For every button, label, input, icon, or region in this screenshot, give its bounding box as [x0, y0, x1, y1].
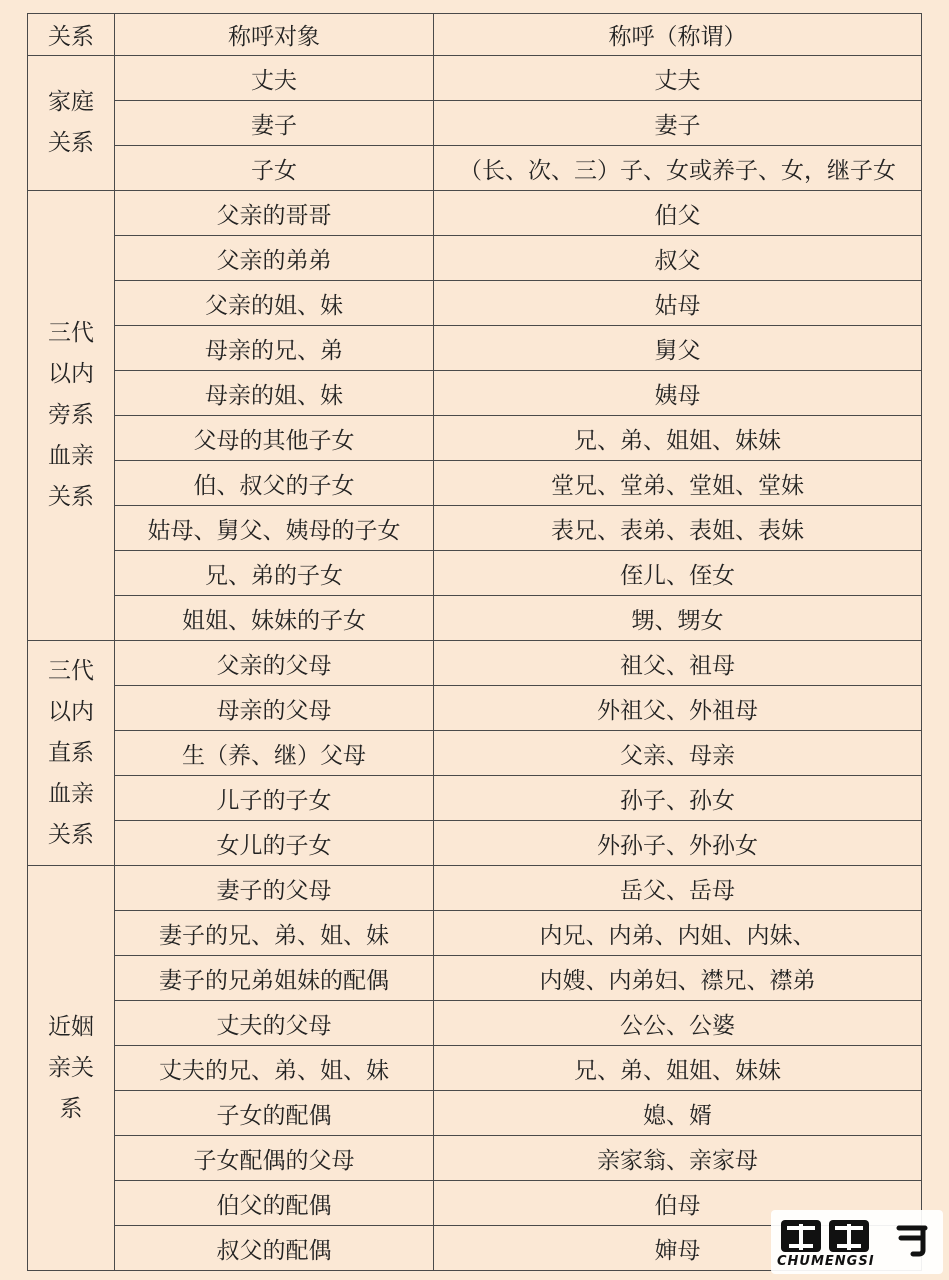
table-row — [28, 1091, 922, 1136]
address-target-cell: 姐姐、妹妹的子女 — [115, 596, 434, 641]
address-target-cell: 妻子的兄、弟、姐、妹 — [115, 911, 434, 956]
address-target-cell: 子女的配偶 — [115, 1091, 434, 1136]
category-label-line: 近姻 — [48, 1013, 94, 1040]
table-row — [28, 281, 922, 326]
address-target-cell: 妻子的父母 — [115, 866, 434, 911]
address-target-cell: 伯、叔父的子女 — [115, 461, 434, 506]
address-target-cell: 女儿的子女 — [115, 821, 434, 866]
address-term-cell: 兄、弟、姐姐、妹妹 — [434, 1046, 922, 1091]
address-term-cell: 亲家翁、亲家母 — [434, 1136, 922, 1181]
table-row — [28, 1046, 922, 1091]
address-term-cell: 媳、婿 — [434, 1091, 922, 1136]
category-label-line: 以内 — [48, 361, 94, 387]
table-row — [28, 821, 922, 866]
table-row — [28, 911, 922, 956]
address-target-cell: 生（养、继）父母 — [115, 731, 434, 776]
address-term-cell: 外孙子、外孙女 — [434, 821, 922, 866]
address-target-cell: 妻子 — [115, 101, 434, 146]
category-cell — [28, 866, 115, 1271]
address-target-cell: 丈夫的兄、弟、姐、妹 — [115, 1046, 434, 1091]
category-label-line: 旁系 — [48, 402, 94, 428]
address-term-cell: 伯父 — [434, 191, 922, 236]
table-row — [28, 1136, 922, 1181]
address-term-cell: 侄儿、侄女 — [434, 551, 922, 596]
table-row — [28, 776, 922, 821]
address-term-cell: 祖父、祖母 — [434, 641, 922, 686]
address-term-cell: 姑母 — [434, 281, 922, 326]
address-term-cell: 内嫂、内弟妇、襟兄、襟弟 — [434, 956, 922, 1001]
watermark-logo — [771, 1210, 943, 1274]
address-target-cell: 父亲的父母 — [115, 641, 434, 686]
category-label-line: 三代 — [48, 320, 94, 346]
kinship-table — [27, 13, 922, 1271]
category-label-line: 关系 — [48, 821, 94, 848]
category-label-line: 以内 — [48, 698, 94, 725]
address-term-cell: 内兄、内弟、内姐、内妹、 — [434, 911, 922, 956]
address-term-cell: 表兄、表弟、表姐、表妹 — [434, 506, 922, 551]
table-row — [28, 326, 922, 371]
address-target-cell: 伯父的配偶 — [115, 1181, 434, 1226]
address-target-cell: 父亲的哥哥 — [115, 191, 434, 236]
category-label-line: 关系 — [48, 130, 94, 156]
table-row — [28, 371, 922, 416]
address-target-cell: 姑母、舅父、姨母的子女 — [115, 506, 434, 551]
address-term-cell: 甥、甥女 — [434, 596, 922, 641]
table-body — [28, 56, 922, 1271]
table-row — [28, 506, 922, 551]
address-term-cell: 舅父 — [434, 326, 922, 371]
address-term-cell: 公公、公婆 — [434, 1001, 922, 1046]
category-label-line: 直系 — [48, 739, 94, 766]
address-term-cell: 堂兄、堂弟、堂姐、堂妹 — [434, 461, 922, 506]
address-term-cell: 叔父 — [434, 236, 922, 281]
header-address-target: 称呼对象 — [115, 14, 434, 56]
address-target-cell: 父母的其他子女 — [115, 416, 434, 461]
table-row — [28, 866, 922, 911]
watermark-text: CHUMENGSI — [777, 1254, 875, 1269]
table-row — [28, 731, 922, 776]
category-cell — [28, 56, 115, 191]
table-row — [28, 686, 922, 731]
table-row — [28, 1001, 922, 1046]
table-row — [28, 416, 922, 461]
table-row — [28, 56, 922, 101]
address-target-cell: 丈夫的父母 — [115, 1001, 434, 1046]
table-row — [28, 146, 922, 191]
address-target-cell: 父亲的姐、妹 — [115, 281, 434, 326]
table-row — [28, 461, 922, 506]
chumengsi-logo-icon — [779, 1216, 875, 1256]
address-term-cell: 父亲、母亲 — [434, 731, 922, 776]
category-label-line: 家庭 — [48, 89, 94, 115]
address-term-cell: 婶母 — [434, 1226, 922, 1271]
category-cell — [28, 641, 115, 866]
table-row — [28, 596, 922, 641]
category-label-line: 三代 — [48, 657, 94, 684]
category-label-line: 血亲 — [48, 443, 94, 469]
address-target-cell: 母亲的父母 — [115, 686, 434, 731]
category-label-line: 亲关 — [48, 1054, 94, 1081]
address-target-cell: 兄、弟的子女 — [115, 551, 434, 596]
address-target-cell: 子女配偶的父母 — [115, 1136, 434, 1181]
address-term-cell: （长、次、三）子、女或养子、女，继子女 — [434, 146, 922, 191]
category-label-line: 系 — [59, 1095, 83, 1122]
header-address-term: 称呼（称谓） — [434, 14, 922, 56]
table-row — [28, 236, 922, 281]
category-label-line: 关系 — [48, 484, 94, 510]
category-label-line: 血亲 — [48, 780, 94, 807]
table-row — [28, 191, 922, 236]
header-relationship: 关系 — [28, 14, 115, 56]
address-term-cell: 外祖父、外祖母 — [434, 686, 922, 731]
category-cell — [28, 191, 115, 641]
table-row — [28, 551, 922, 596]
chumengsi-glyph-icon — [893, 1218, 933, 1258]
table-row — [28, 956, 922, 1001]
address-target-cell: 儿子的子女 — [115, 776, 434, 821]
address-target-cell: 子女 — [115, 146, 434, 191]
address-term-cell: 伯母 — [434, 1181, 922, 1226]
address-target-cell: 母亲的姐、妹 — [115, 371, 434, 416]
address-term-cell: 妻子 — [434, 101, 922, 146]
address-term-cell: 岳父、岳母 — [434, 866, 922, 911]
table-row — [28, 641, 922, 686]
table-row — [28, 101, 922, 146]
address-term-cell: 兄、弟、姐姐、妹妹 — [434, 416, 922, 461]
address-target-cell: 丈夫 — [115, 56, 434, 101]
table-header-row — [28, 14, 922, 56]
address-target-cell: 妻子的兄弟姐妹的配偶 — [115, 956, 434, 1001]
address-target-cell: 叔父的配偶 — [115, 1226, 434, 1271]
address-term-cell: 孙子、孙女 — [434, 776, 922, 821]
address-target-cell: 母亲的兄、弟 — [115, 326, 434, 371]
address-target-cell: 父亲的弟弟 — [115, 236, 434, 281]
address-term-cell: 姨母 — [434, 371, 922, 416]
address-term-cell: 丈夫 — [434, 56, 922, 101]
